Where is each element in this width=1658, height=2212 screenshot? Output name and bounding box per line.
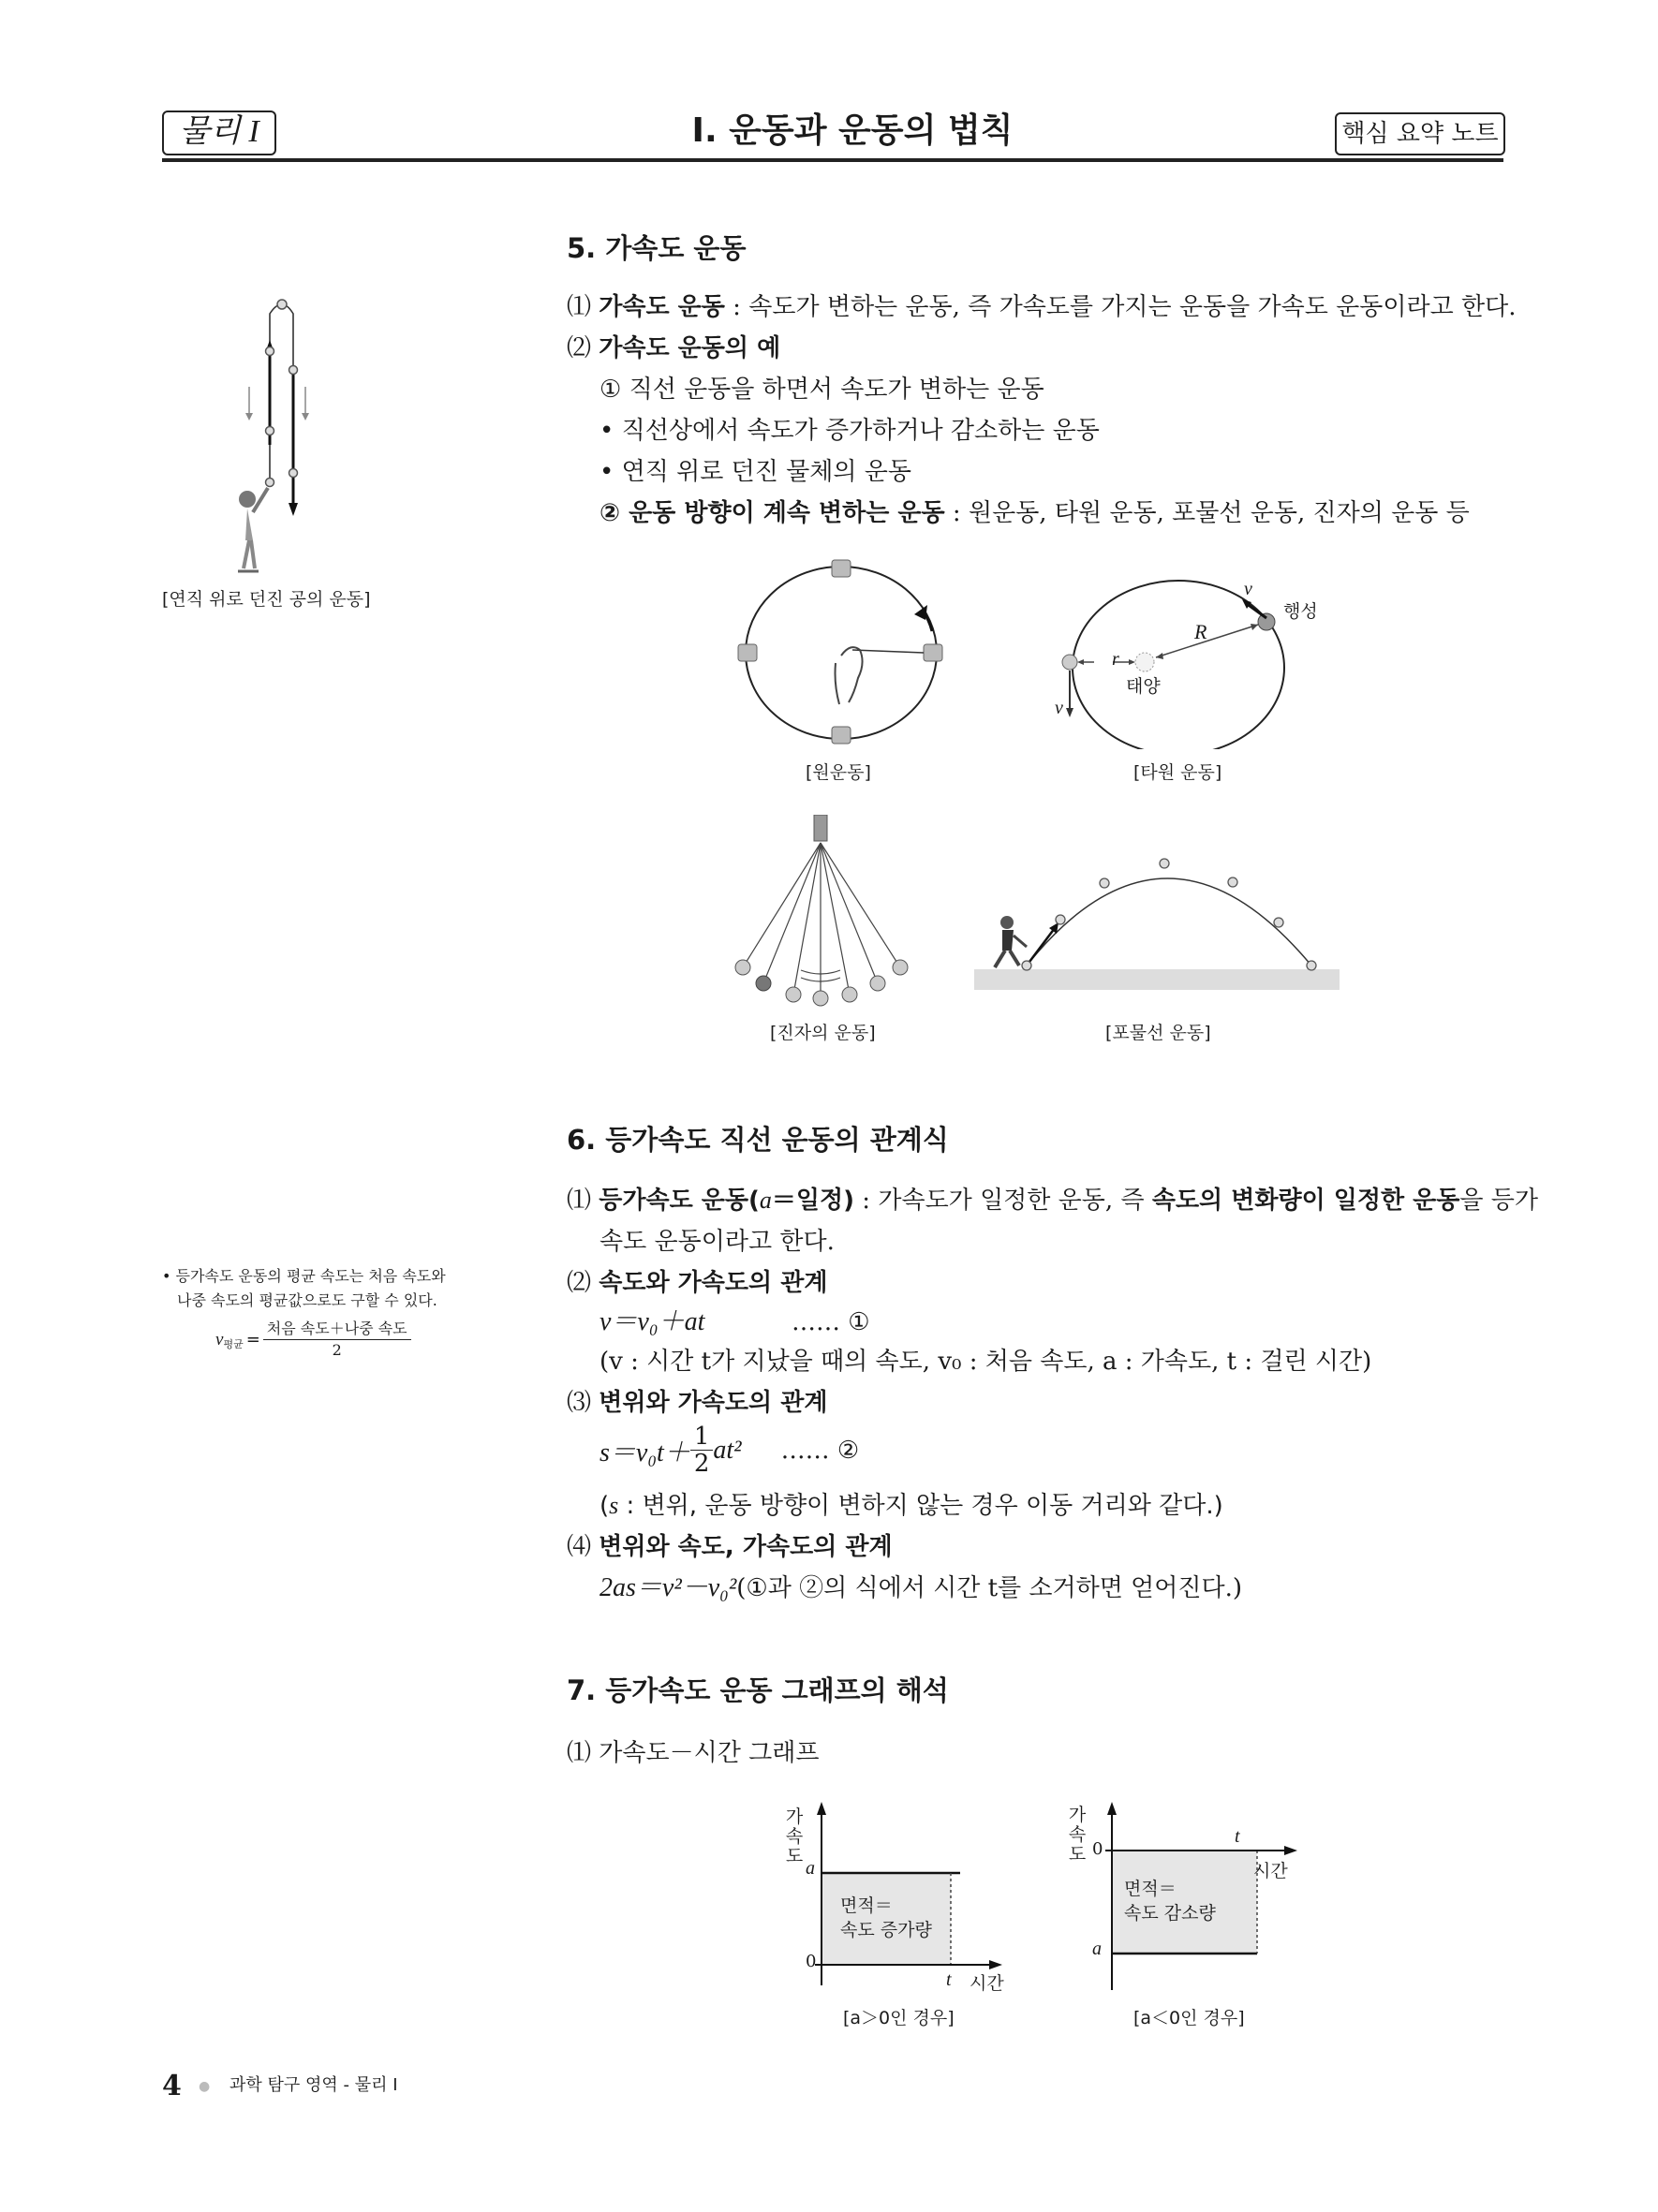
s6-item3-number: ⑶ bbox=[567, 1389, 592, 1417]
side-note-line1: • 등가속도 운동의 평균 속도는 처음 속도와 bbox=[162, 1267, 446, 1285]
s6-item1-number: ⑴ bbox=[567, 1187, 592, 1215]
s6-item1-a: a bbox=[759, 1187, 772, 1214]
side-note-line2: 나중 속도의 평균값으로도 구할 수 있다. bbox=[177, 1291, 437, 1309]
s5-item1-number: ⑴ bbox=[567, 293, 592, 321]
section-7-title: 7. 등가속도 운동 그래프의 해석 bbox=[567, 1674, 949, 1706]
equation-1-mark: …… ① bbox=[792, 1308, 870, 1336]
s6-item3-legend-text: : 변위, 운동 방향이 변하지 않는 경우 이동 거리와 같다.) bbox=[618, 1492, 1223, 1520]
graph1-area-line1: 면적＝ bbox=[840, 1895, 893, 1916]
equation-2 bbox=[600, 1423, 859, 1477]
s5-item2-number: ⑵ bbox=[567, 334, 592, 362]
s6-item3-term: 변위와 가속도의 관계 bbox=[599, 1389, 828, 1417]
graph2-zero-label: 0 bbox=[1092, 1839, 1103, 1859]
circular-motion-caption: [원운동] bbox=[806, 762, 871, 783]
equation-2-numerator: 1 bbox=[690, 1423, 714, 1451]
summary-note-tag: 핵심 요약 노트 bbox=[1335, 112, 1505, 155]
s6-item3-legend bbox=[600, 1487, 1223, 1525]
ellipse-label-v: v bbox=[1055, 698, 1063, 718]
s6-item1-pre: : 가속도가 일정한 운동, 즉 bbox=[854, 1187, 1152, 1215]
graph1-a-label: a bbox=[806, 1858, 815, 1879]
s6-item3-legend-var: s bbox=[609, 1492, 619, 1519]
graph2-caption: [a＜0인 경우] bbox=[1133, 2008, 1245, 2028]
graph1-xlabel: 시간 bbox=[970, 1973, 1004, 1994]
equation-2-denominator: 2 bbox=[693, 1450, 710, 1478]
graph1-ylabel-char3: 도 bbox=[785, 1846, 804, 1866]
equation-2-fraction bbox=[690, 1423, 714, 1477]
graph2-t-label: t bbox=[1235, 1826, 1240, 1847]
avg-velocity-denominator: 2 bbox=[332, 1341, 342, 1359]
avg-velocity-var: v bbox=[215, 1330, 224, 1349]
ellipse-label-sun: 태양 bbox=[1126, 676, 1161, 697]
s6-item4-term: 변위와 속도, 가속도의 관계 bbox=[599, 1533, 893, 1561]
s5-item6 bbox=[600, 494, 1470, 532]
graph1-area-line2: 속도 증가량 bbox=[840, 1920, 932, 1940]
graph1-ylabel-char2: 속 bbox=[785, 1826, 804, 1847]
s6-item1-term2: ＝일정) bbox=[771, 1187, 855, 1215]
s5-item1 bbox=[567, 288, 1517, 326]
vertical-throw-illustration bbox=[225, 295, 328, 581]
subject-label: 물리 I bbox=[162, 111, 276, 155]
chapter-title: Ⅰ. 운동과 운동의 법칙 bbox=[691, 111, 1014, 150]
elliptical-motion-caption: [타원 운동] bbox=[1133, 762, 1222, 783]
pendulum-caption: [진자의 운동] bbox=[770, 1023, 876, 1043]
s6-item2 bbox=[567, 1264, 827, 1302]
ellipse-label-r: r bbox=[1112, 649, 1119, 670]
graph2-a-label: a bbox=[1092, 1939, 1102, 1959]
graph1-ylabel-char1: 가 bbox=[785, 1806, 804, 1827]
equation-2-mark: …… ② bbox=[780, 1436, 860, 1465]
avg-velocity-fraction bbox=[263, 1319, 411, 1361]
avg-velocity-sub: 평균 bbox=[223, 1338, 244, 1350]
graph2-area-line1: 면적＝ bbox=[1124, 1879, 1177, 1899]
graph1-zero-label: 0 bbox=[806, 1952, 817, 1971]
s6-item4 bbox=[567, 1528, 893, 1566]
circular-motion-diagram bbox=[731, 553, 955, 749]
s5-item1-text: : 속도가 변하는 운동, 즉 가속도를 가지는 운동을 가속도 운동이라고 한다. bbox=[724, 293, 1517, 321]
graph2-ylabel bbox=[1068, 1806, 1087, 1865]
equation-3 bbox=[600, 1570, 1242, 1607]
graph2-ylabel-char1: 가 bbox=[1068, 1805, 1087, 1825]
ellipse-label-planet: 행성 bbox=[1283, 601, 1318, 622]
s5-item4: • 직선상에서 속도가 증가하거나 감소하는 운동 bbox=[600, 417, 1100, 445]
s6-item1-term: 등가속도 운동( bbox=[599, 1187, 760, 1215]
s5-item5: • 연직 위로 던진 물체의 운동 bbox=[600, 458, 911, 486]
ellipse-label-v-planet: v bbox=[1244, 579, 1252, 599]
s6-item1-term3: 속도의 변화량이 일정한 운동 bbox=[1151, 1187, 1460, 1215]
graph1-t-label: t bbox=[946, 1969, 952, 1990]
section-5-title: 5. 가속도 운동 bbox=[567, 232, 747, 264]
graph2-ylabel-char2: 속 bbox=[1068, 1824, 1087, 1845]
equation-3-note: (①과 ②의 식에서 시간 t를 소거하면 얻어진다.) bbox=[736, 1574, 1243, 1602]
equation-2-pre: s＝v₀t＋ bbox=[600, 1438, 690, 1467]
avg-velocity-equals: = bbox=[245, 1330, 260, 1349]
s6-item1-post: 을 등가 bbox=[1459, 1187, 1539, 1215]
s5-item6-term: ② 운동 방향이 계속 변하는 운동 bbox=[600, 499, 945, 527]
equation-3-formula: 2as＝v²－v₀² bbox=[600, 1573, 737, 1602]
header-rule bbox=[162, 158, 1503, 162]
s7-item1-number: ⑴ bbox=[567, 1739, 592, 1767]
graph1-caption: [a＞0인 경우] bbox=[843, 2008, 955, 2028]
s7-item1-term: 가속도－시간 그래프 bbox=[599, 1739, 820, 1767]
section-6-title: 6. 등가속도 직선 운동의 관계식 bbox=[567, 1124, 949, 1156]
footer-text: 과학 탐구 영역 - 물리 Ⅰ bbox=[229, 2075, 398, 2095]
page-number: 4 bbox=[162, 2070, 182, 2102]
equation-1: v＝v₀＋at bbox=[600, 1307, 705, 1336]
projectile-caption: [포물선 운동] bbox=[1105, 1023, 1211, 1043]
footer-dot-icon: ● bbox=[199, 2079, 211, 2094]
graph2-xlabel: 시간 bbox=[1253, 1861, 1288, 1881]
s6-item1 bbox=[567, 1182, 1538, 1219]
average-velocity-formula bbox=[215, 1319, 411, 1361]
s6-item3 bbox=[567, 1384, 827, 1422]
s6-item2-number: ⑵ bbox=[567, 1269, 592, 1297]
s5-item6-text: : 원운동, 타원 운동, 포물선 운동, 진자의 운동 등 bbox=[944, 499, 1470, 527]
s5-item2-term: 가속도 운동의 예 bbox=[599, 334, 781, 362]
s6-item4-number: ⑷ bbox=[567, 1533, 592, 1561]
graph2-area-line2: 속도 감소량 bbox=[1124, 1903, 1216, 1924]
s6-item3-legend-open: ( bbox=[600, 1492, 610, 1520]
s6-item2-legend: (v : 시간 t가 지났을 때의 속도, v₀ : 처음 속도, a : 가속도, t : 걸린 시간) bbox=[600, 1348, 1372, 1376]
vertical-throw-caption: [연직 위로 던진 공의 운동] bbox=[162, 589, 371, 610]
pendulum-diagram bbox=[726, 815, 923, 1016]
s5-item2 bbox=[567, 330, 780, 367]
s6-item1-cont: 속도 운동이라고 한다. bbox=[600, 1228, 835, 1256]
projectile-diagram bbox=[974, 848, 1340, 997]
graph1-ylabel bbox=[785, 1807, 804, 1866]
s5-item3: ① 직선 운동을 하면서 속도가 변하는 운동 bbox=[600, 376, 1044, 404]
s7-item1 bbox=[567, 1734, 819, 1772]
equation-2-post: at² bbox=[713, 1435, 742, 1465]
ellipse-label-R: R bbox=[1194, 620, 1207, 643]
avg-velocity-numerator: 처음 속도＋나중 속도 bbox=[263, 1319, 411, 1340]
graph2-ylabel-char3: 도 bbox=[1068, 1844, 1087, 1865]
s5-item1-term: 가속도 운동 bbox=[599, 293, 725, 321]
elliptical-motion-diagram bbox=[1058, 571, 1340, 749]
s6-item2-term: 속도와 가속도의 관계 bbox=[599, 1269, 828, 1297]
